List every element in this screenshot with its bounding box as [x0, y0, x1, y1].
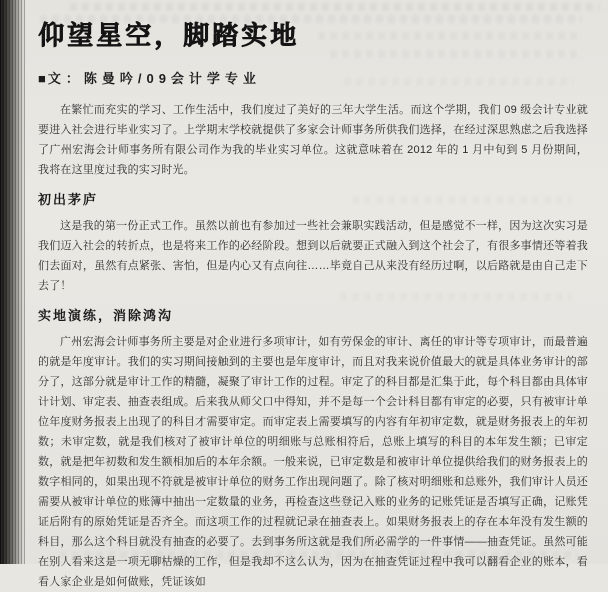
article	[38, 0, 588, 592]
byline-text: 文：陈曼吟/09会计学专业	[47, 71, 261, 86]
section-paragraph-first-job: 这是我的第一份正式工作。虽然以前也有参加过一些社会兼职实践活动，但是感觉不一样，因为这次实习是我们迈入社会的转折点，也是将来工作的必经阶段。想到以后就要正式融入到这个社会了，有很多事情还等着我们去面对，虽然有点紧张、害怕，但是内心又有点向往……毕竟自己从来没有经历过啊，以后路就是由自己走下去了！	[38, 220, 588, 292]
section-paragraph-field-practice: 广州宏海会计师事务所主要是对企业进行多项审计，如有劳保金的审计、离任的审计等专项审计，而最普遍的就是年度审计。我们的实习期间接触到的主要也是年度审计，而且对我来说价值最大的就是具体业务审计的部分了，这部分就是审计工作的精髓，凝聚了审计工作的过程。审定了的科目都是汇集于此，每个科目都由具体审计计划、审定表、抽查表组成。后来我从师父口中得知，并不是每一个会计科目都有审定的必要，只有被审计单位年度财务报表上出现了的科目才需要审定。而审定表上需要填写的内容有年初审定数，就是财务报表上的年初数；未审定数，就是我们核对了被审计单位的明细账与总账相符后，总账上填写的科目的本年发生额；已审定数，就是把年初数和发生额相加后的本年余额。一般来说，已审定数是和被审计单位提供给我们的财务报表上的数字相同的，如果出现不符就是被审计单位的财务工作出现问题了。除了核对明细账和总账外，我们审计人员还需要从被审计单位的账簿中抽出一定数量的业务，再检查这些登记入账的业务的记账凭证是否填写正确，记账凭证后附有的原始凭证是否齐全。而这项工作的过程就记录在抽查表上。如果财务报表上的存在本年没有发生额的科目，那么这个科目就没有抽查的必要了。去到事务所这就是我们所必需学的一件事情——抽查凭证。虽然可能在别人看来这是一项无聊枯燥的工作，但是我却不这么认为，因为在抽查凭证过程中我可以翻看企业的账本，看看人家企业是如何做账，凭证该如	[38, 336, 588, 588]
intro-paragraph: 在繁忙而充实的学习、工作生活中，我们度过了美好的三年大学生活。而这个学期，我们 09 级会计专业就要进入社会进行毕业实习了。上学期末学校就提供了多家会计师事务所供我们选择，在经过深思熟虑之后我选择了广州宏海会计师事务所有限公司作为我的毕业实习单位。这就意味着在 2012 年的 1 月中旬到 5 月份期间，我将在这里度过我的实习时光。	[38, 104, 588, 176]
section-heading-first-job: 初出茅庐	[38, 192, 99, 207]
book-binding-edge	[0, 0, 26, 564]
byline	[38, 71, 588, 87]
byline-square-icon: ■	[38, 71, 46, 86]
section-heading-field-practice: 实地演练，消除鸿沟	[38, 308, 174, 323]
article-title: 仰望星空，脚踏实地	[38, 21, 300, 51]
